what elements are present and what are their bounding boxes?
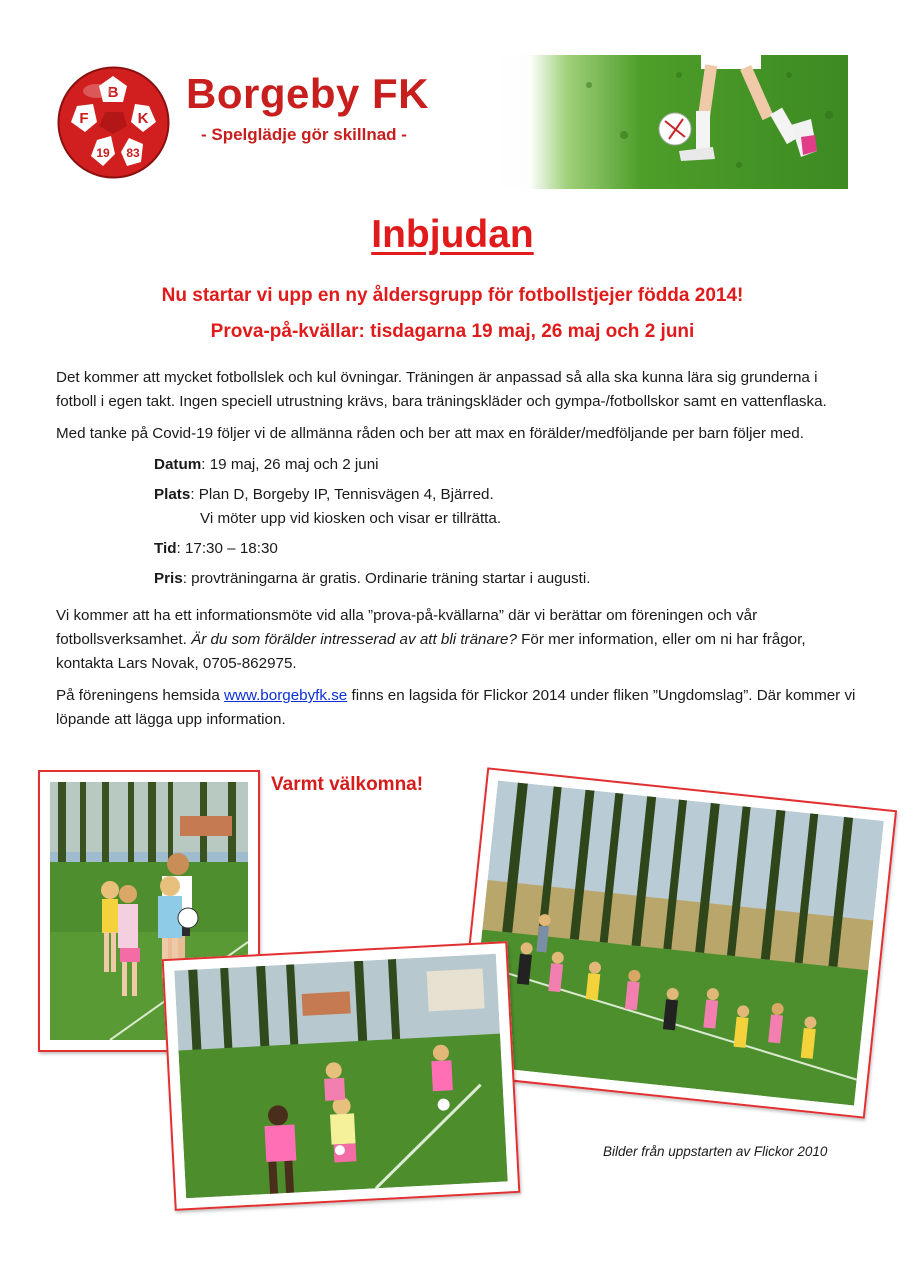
info-text: Vi kommer att ha ett informationsmöte vid alla ”prova-på-kvällarna” där vi berättar om föreningen och vår fotbollsverksamhet. (56, 607, 758, 648)
subheading-age-group: Nu startar vi upp en ny åldersgrupp för fotbollstjejer födda 2014! (161, 285, 744, 306)
photo-caption: Bilder från uppstarten av Flickor 2010 (603, 1144, 828, 1159)
detail-value: : 17:30 – 18:30 (176, 540, 278, 557)
web-text: På föreningens hemsida (56, 687, 225, 704)
page-title: Inbjudan (371, 213, 534, 256)
welcome-text: Varmt välkomna! (271, 774, 424, 795)
detail-pris (154, 567, 590, 591)
logo-letter: F (79, 110, 89, 127)
detail-value: : provträningarna är gratis. Ordinarie träning startar i augusti. (182, 570, 591, 587)
website-link[interactable]: www.borgebyfk.se (224, 687, 348, 704)
detail-label: Datum (154, 456, 202, 473)
logo-letter: 83 (126, 146, 140, 160)
info-coach-question: Är du som förälder intresserad av att bli tränare? (191, 631, 517, 648)
photo-girls-running (455, 767, 897, 1118)
subheading-trial-evenings: Prova-på-kvällar: tisdagarna 19 maj, 26 maj och 2 juni (210, 321, 695, 342)
intro-paragraph: Det kommer att mycket fotbollslek och kul övningar. Träningen är anpassad så alla ska kunna lära sig grunderna i fotboll i egen takt. Ingen speciell utrustning krävs, bara träningskläder och gympa-/fotbollskor samt en vattenflaska. (56, 369, 827, 410)
logo-letter: 19 (96, 146, 110, 160)
photo-girls-practice (162, 941, 521, 1211)
info-contact: För mer information, eller om ni har frågor, kontakta Lars Novak, 0705-862975. (56, 631, 806, 672)
logo-letter: K (137, 110, 149, 127)
detail-label: Pris (154, 570, 183, 587)
club-logo-icon (57, 66, 170, 179)
detail-datum (154, 453, 379, 477)
covid-paragraph: Med tanke på Covid-19 följer vi de allmänna råden och ber att max en förälder/medföljande per barn följer med. (56, 425, 804, 442)
website-paragraph (56, 684, 856, 732)
detail-label: Tid (154, 540, 177, 557)
club-name: Borgeby FK (186, 70, 430, 117)
header-photo (529, 55, 848, 189)
detail-value: : Plan D, Borgeby IP, Tennisvägen 4, Bjärred. (190, 486, 494, 503)
detail-tid (154, 537, 278, 561)
info-paragraph (56, 604, 856, 676)
detail-label: Plats (154, 486, 191, 503)
club-slogan: - Spelglädje gör skillnad - (201, 125, 407, 144)
detail-value: : 19 maj, 26 maj och 2 juni (201, 456, 379, 473)
web-text-rest: finns en lagsida för Flickor 2014 under fliken ”Ungdomslag”. Där kommer vi löpande att lägga upp information. (56, 687, 856, 728)
detail-plats (154, 483, 494, 507)
detail-plats-note: Vi möter upp vid kiosken och visar er tillrätta. (200, 510, 502, 527)
logo-letter: B (107, 84, 119, 101)
